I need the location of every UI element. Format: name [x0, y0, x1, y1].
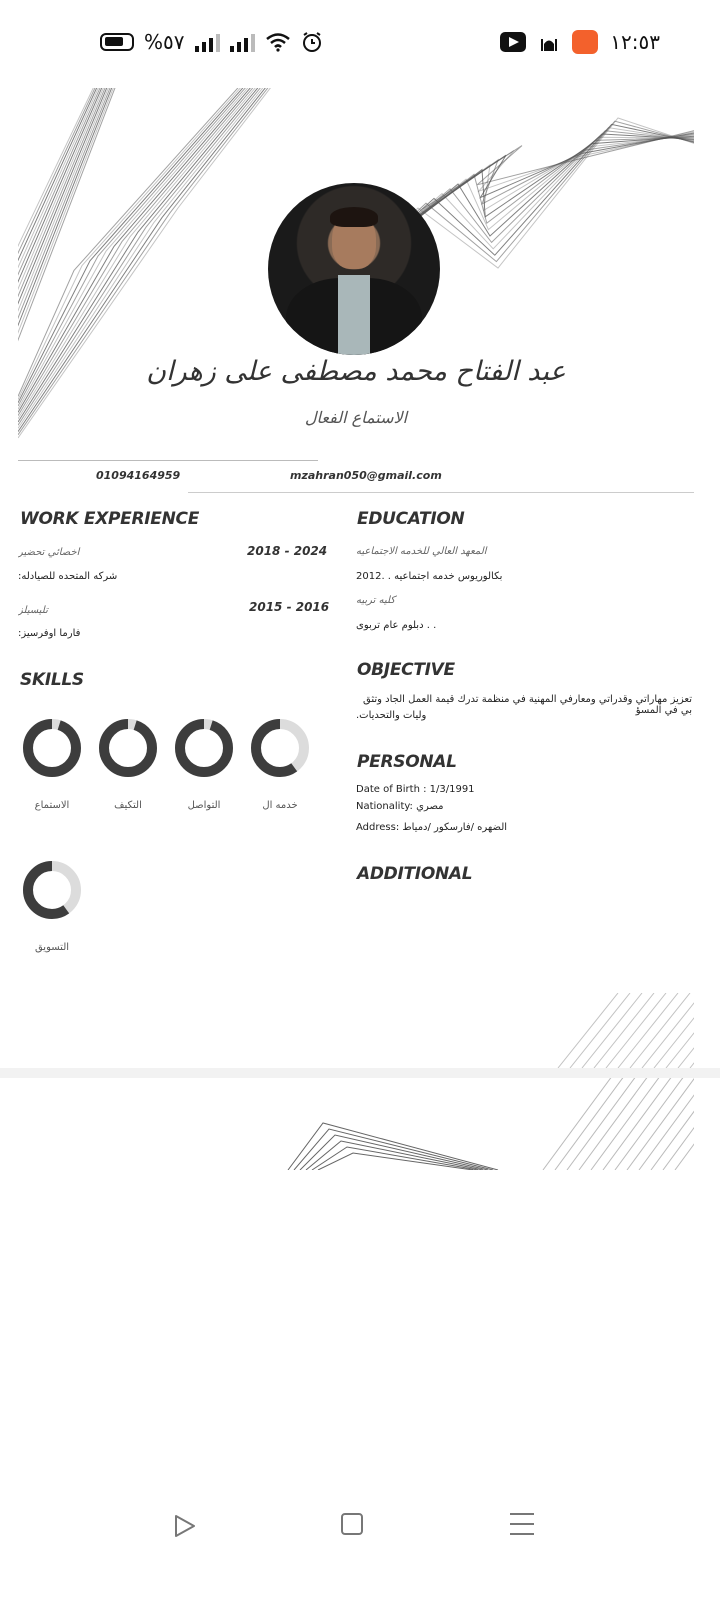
degree-detail: بكالوريوس خدمه اجتماعيه . .2012: [356, 571, 503, 582]
phone-number: 01094164959: [96, 469, 181, 482]
skill-ring: [172, 716, 236, 780]
objective-text-line1: تعزيز مهاراتي وقدراتي ومعارفي المهنية في منظمة تدرك قيمة العمل الجاد وتثق بي في المسؤ: [363, 694, 692, 716]
battery-icon: [100, 33, 134, 51]
nationality: [356, 801, 444, 812]
job-title: تليسيلز: [18, 605, 48, 616]
status-time: ١٢:٥٣: [610, 30, 660, 54]
skill-ring-fill: [104, 724, 152, 772]
profile-subtitle: الاستماع الفعال: [304, 408, 408, 427]
divider: [188, 492, 694, 493]
skill-ring: [20, 858, 84, 922]
objective-heading: OBJECTIVE: [357, 660, 455, 680]
degree-detail: . . دبلوم عام تربوى: [356, 620, 437, 631]
back-icon[interactable]: [172, 1513, 198, 1539]
youtube-icon: [500, 32, 526, 52]
menu-icon[interactable]: [510, 1513, 534, 1543]
skill-ring: [20, 716, 84, 780]
additional-heading: ADDITIONAL: [357, 864, 473, 884]
nationality-value: مصري: [416, 801, 444, 812]
signal-icon: [195, 32, 220, 52]
profile-name: عبد الفتاح محمد مصطفى على زهران: [146, 356, 566, 387]
objective-text-line2: وليات والتحديات.: [356, 710, 427, 721]
decorative-lines-page2: [18, 1078, 694, 1170]
alarm-icon: [301, 31, 323, 53]
status-right: [500, 30, 660, 54]
page-gap: [0, 1068, 720, 1078]
app-icon: [572, 30, 598, 54]
personal-heading: PERSONAL: [357, 752, 457, 772]
divider: [18, 460, 318, 461]
date-of-birth: Date of Birth : 1/3/1991: [356, 784, 475, 795]
status-bar: [0, 0, 720, 90]
wifi-icon: [265, 32, 291, 52]
email-address: mzahran050@gmail.com: [290, 469, 442, 482]
job-company: شركه المتحده للصيادله:: [18, 571, 118, 582]
nationality-label: Nationality:: [356, 801, 413, 812]
resume-page[interactable]: [18, 88, 694, 1068]
skill-label: التكيف: [114, 800, 142, 811]
school-name: كليه تربيه: [356, 595, 396, 606]
mosque-icon: [538, 31, 560, 53]
skills-heading: SKILLS: [20, 670, 84, 690]
skill-label: التسويق: [34, 942, 70, 953]
status-left: [100, 30, 323, 54]
resume-page-2[interactable]: [18, 1078, 694, 1170]
work-experience-heading: WORK EXPERIENCE: [20, 509, 200, 529]
home-icon[interactable]: [341, 1513, 363, 1535]
job-years: 2015 - 2016: [249, 600, 330, 614]
battery-percent: %٥٧: [144, 30, 185, 54]
skill-label: الاستماع: [34, 800, 70, 811]
school-name: المعهد العالي للخدمه الاجتماعيه: [356, 546, 487, 557]
skill-ring-fill: [28, 724, 76, 772]
job-company: فارما اوفرسيز:: [18, 628, 81, 639]
address: [356, 822, 507, 833]
avatar: [268, 183, 440, 355]
skill-label: التواصل: [187, 800, 221, 811]
address-value: الضهره /فارسكور /دمياط: [402, 822, 508, 833]
education-heading: EDUCATION: [357, 509, 465, 529]
skill-label: خدمه ال: [262, 800, 298, 811]
decorative-lines-bottom: [18, 993, 694, 1068]
skill-ring: [96, 716, 160, 780]
address-label: Address:: [356, 822, 400, 833]
job-title: اخصائي تحضير: [18, 547, 80, 558]
skill-ring-fill: [180, 724, 228, 772]
job-years: 2018 - 2024: [247, 544, 328, 558]
skill-ring: [248, 716, 312, 780]
signal-icon-2: [230, 32, 255, 52]
